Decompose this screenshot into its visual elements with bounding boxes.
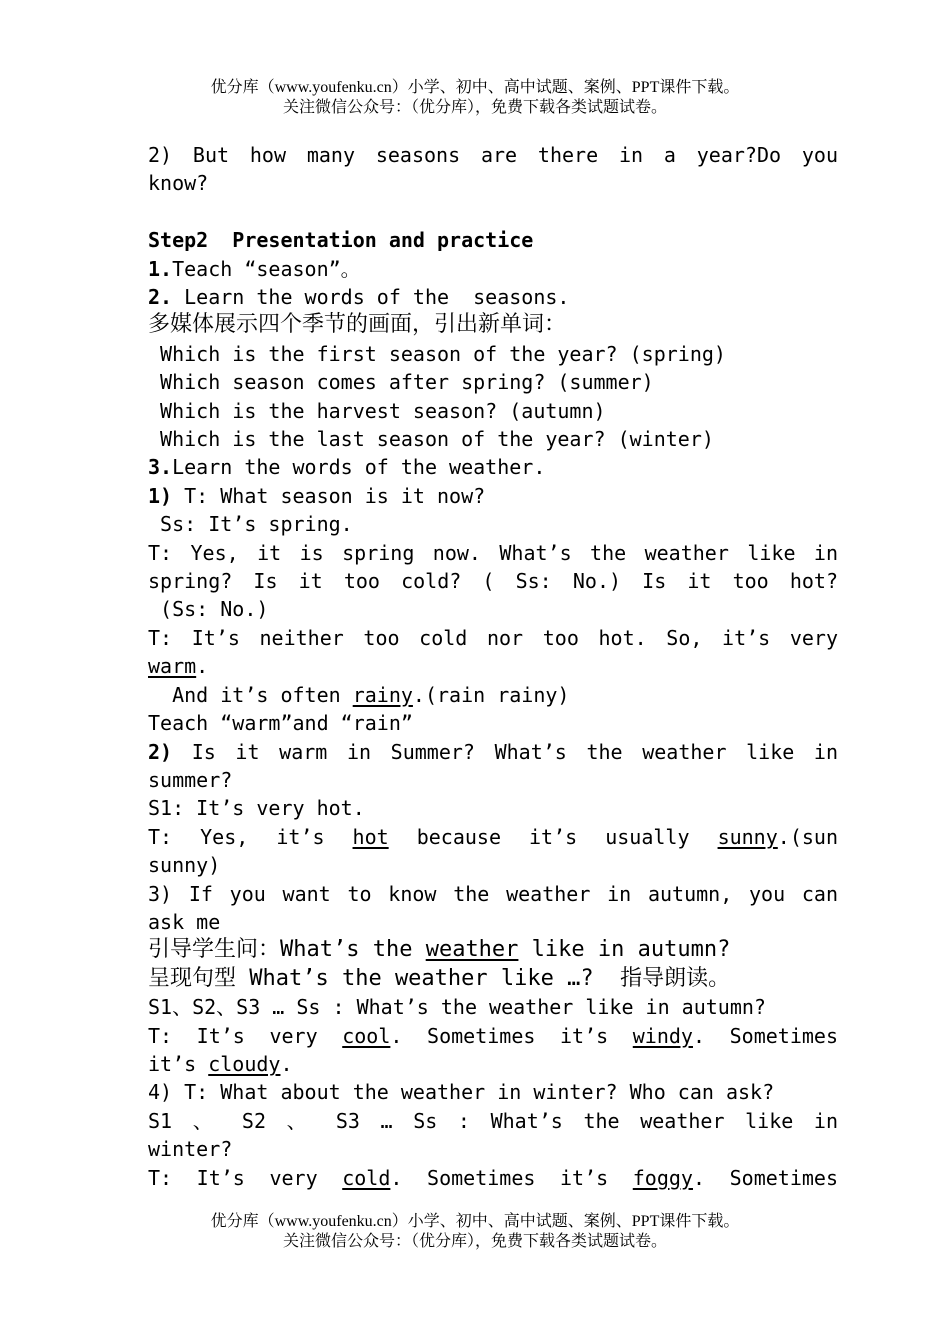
item-number: 1): [148, 483, 173, 508]
text-line: know?: [148, 171, 209, 196]
underlined-word: windy: [632, 1023, 693, 1048]
text-line: [148, 453, 838, 481]
text-line: [148, 652, 838, 680]
text-line: Teach “warm”and “rain”: [148, 711, 413, 736]
underlined-word: foggy: [632, 1165, 693, 1190]
text-segment: .(sun: [777, 824, 838, 849]
underlined-word: warm: [148, 654, 197, 679]
item-text: Is it warm in Summer? What’s the weather like in: [172, 739, 838, 764]
text-segment: T: Yes, it’s: [148, 824, 353, 849]
text-line: [148, 936, 838, 964]
text-line: (Ss: No.): [148, 597, 269, 622]
text-segment: like in autumn?: [518, 937, 731, 963]
underlined-word: rainy: [352, 682, 413, 707]
text-line: [148, 255, 838, 283]
header-line-2: 关注微信公众号：（优分库），免费下载各类试题试卷。: [282, 99, 667, 116]
text-line: Which is the last season of the year? (winter): [148, 427, 714, 452]
text-line: S1、S2、S3 … Ss : What’s the weather like in autumn?: [148, 995, 766, 1020]
text-segment: 引导学生问：What’s the: [148, 937, 426, 963]
underlined-word: cool: [342, 1023, 391, 1048]
text-line: T: Yes, it is spring now. What’s the weather like in: [148, 540, 838, 565]
item-number: 2.: [148, 285, 173, 310]
underlined-word: hot: [352, 824, 389, 849]
underlined-word: weather: [425, 937, 519, 963]
underlined-word: cold: [342, 1165, 391, 1190]
text-line: S1 、 S2 、 S3 … Ss : What’s the weather like in: [148, 1108, 838, 1133]
text-line: S1: It’s very hot.: [148, 796, 365, 821]
text-line: winter?: [148, 1137, 233, 1162]
item-text: Learn the words of the weather.: [172, 455, 546, 480]
text-segment: T: It’s very: [148, 1165, 343, 1190]
text-segment: . Sometimes it’s: [390, 1023, 633, 1048]
text-segment: . Sometimes it’s: [390, 1165, 633, 1190]
text-line: Ss: It’s spring.: [148, 512, 353, 537]
section-heading: Step2 Presentation and practice: [148, 228, 534, 253]
text-line: [148, 1164, 838, 1192]
text-line: [148, 823, 838, 851]
text-line: [148, 1022, 838, 1050]
text-segment: . Sometimes: [692, 1165, 838, 1190]
text-line: 3) If you want to know the weather in autumn, you can: [148, 881, 838, 906]
page-header: [0, 78, 950, 118]
footer-line-2: 关注微信公众号：（优分库），免费下载各类试题试卷。: [282, 1233, 667, 1250]
text-line: [148, 1050, 838, 1078]
text-line: Which is the harvest season? (autumn): [148, 398, 606, 423]
item-number: 3.: [148, 455, 173, 480]
text-line: 2) But how many seasons are there in a year?Do you: [148, 143, 838, 167]
text-segment: it’s: [148, 1051, 209, 1076]
text-line: 呈现句型 What’s the weather like …? 指导朗读。: [148, 965, 731, 991]
item-text: T: What season is it now?: [172, 483, 486, 508]
item-number: 1.: [148, 256, 173, 281]
text-line: [148, 482, 838, 510]
blank-line: [148, 198, 838, 226]
item-text: Teach “season”。: [172, 256, 361, 281]
text-line: spring? Is it too cold? ( Ss: No.) Is it too hot?: [148, 569, 838, 594]
text-segment: .: [196, 654, 209, 679]
text-line: 多媒体展示四个季节的画面，引出新单词：: [148, 312, 567, 338]
text-line: 4) T: What about the weather in winter? Who can ask?: [148, 1080, 775, 1105]
text-line: [148, 681, 838, 709]
text-line: Which is the first season of the year? (spring): [148, 341, 726, 366]
text-segment: . Sometimes: [692, 1023, 838, 1048]
text-line: summer?: [148, 767, 233, 792]
text-segment: T: It’s very: [148, 1023, 343, 1048]
item-number: 2): [148, 739, 173, 764]
text-line: [148, 283, 838, 311]
underlined-word: cloudy: [208, 1051, 281, 1076]
text-segment: .(rain rainy): [412, 682, 570, 707]
text-line: [148, 738, 838, 766]
item-text: Learn the words of the seasons.: [172, 285, 570, 310]
text-line: T: It’s neither too cold nor too hot. So, it’s very: [148, 625, 838, 650]
footer-line-1: 优分库（www.youfenku.cn）小学、初中、高中试题、案例、PPT课件下载。: [210, 1213, 740, 1230]
text-segment: And it’s often: [148, 682, 353, 707]
text-line: ask me: [148, 909, 221, 934]
page-footer: [0, 1212, 950, 1252]
text-line: Which season comes after spring? (summer): [148, 370, 654, 395]
header-line-1: 优分库（www.youfenku.cn）小学、初中、高中试题、案例、PPT课件下载。: [210, 79, 740, 96]
lesson-body: [148, 141, 838, 1192]
text-line: sunny): [148, 853, 221, 878]
underlined-word: sunny: [717, 824, 778, 849]
text-segment: .: [280, 1051, 293, 1076]
text-segment: because it’s usually: [388, 824, 718, 849]
